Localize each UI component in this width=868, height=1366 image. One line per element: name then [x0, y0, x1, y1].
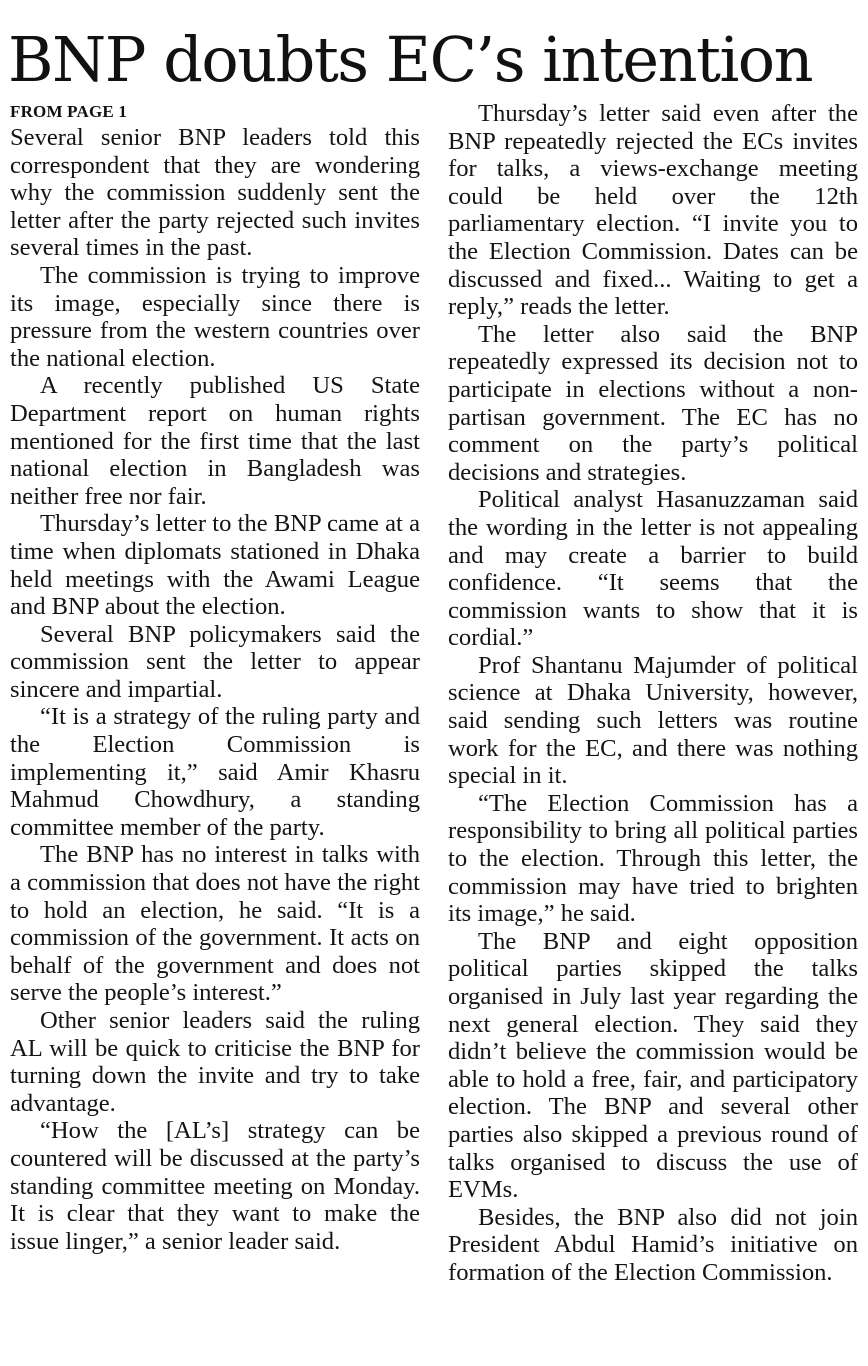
- left-column: [10, 100, 420, 1255]
- paragraph: “How the [AL’s] strategy can be countered will be discussed at the party’s standing committee meeting on Monday. It is clear that they want to make the issue linger,” a senior leader said.: [10, 1117, 420, 1255]
- paragraph: Several BNP policymakers said the commission sent the letter to appear sincere and impartial.: [10, 620, 420, 703]
- paragraph: “It is a strategy of the ruling party and the Election Commission is implementing it,” said Amir Khasru Mahmud Chowdhury, a standing committee member of the party.: [10, 703, 420, 841]
- paragraph: A recently published US State Department report on human rights mentioned for the first time that the last national election in Bangladesh was neither free nor fair.: [10, 372, 420, 510]
- right-column: [448, 100, 858, 1287]
- paragraph: The BNP has no interest in talks with a commission that does not have the right to hold an election, he said. “It is a commission of the government. It acts on behalf of the government and does not serve the people’s interest.”: [10, 841, 420, 1007]
- paragraph: The commission is trying to improve its image, especially since there is pressure from the western countries over the national election.: [10, 261, 420, 372]
- paragraph: Besides, the BNP also did not join President Abdul Hamid’s initiative on formation of the Election Commission.: [448, 1203, 858, 1286]
- paragraph: The letter also said the BNP repeatedly expressed its decision not to participate in elections without a non-partisan government. The EC has no comment on the party’s political decisions and strategies.: [448, 320, 858, 486]
- paragraph: Thursday’s letter to the BNP came at a time when diplomats stationed in Dhaka held meetings with the Awami League and BNP about the election.: [10, 510, 420, 621]
- paragraph: Other senior leaders said the ruling AL will be quick to criticise the BNP for turning down the invite and try to take advantage.: [10, 1007, 420, 1117]
- paragraph: “The Election Commission has a responsibility to bring all political parties to the election. Through this letter, the commission may have tried to brighten its image,” he said.: [448, 789, 858, 928]
- paragraph: Political analyst Hasanuzzaman said the wording in the letter is not appealing and may create a barrier to build confidence. “It seems that the commission wants to show that it is cordial.”: [448, 486, 858, 652]
- paragraph: Prof Shantanu Majumder of political science at Dhaka University, however, said sending such letters was routine work for the EC, and there was nothing special in it.: [448, 651, 858, 790]
- paragraph: Thursday’s letter said even after the BNP repeatedly rejected the ECs invites for talks, a views-exchange meeting could be held over the 12th parliamentary election. “I invite you to the Election Commission. Dates can be discussed and fixed... Waiting to get a reply,” reads the letter.: [448, 100, 858, 321]
- paragraph: Several senior BNP leaders told this correspondent that they are wondering why the commission suddenly sent the letter after the party rejected such invites several times in the past.: [10, 124, 420, 262]
- dateline: FROM PAGE 1: [10, 102, 128, 121]
- paragraph: The BNP and eight opposition political parties skipped the talks organised in July last year regarding the next general election. They said they didn’t believe the commission would be able to hold a free, fair, and participatory election. The BNP and several other parties also skipped a previous round of talks organised to discuss the use of EVMs.: [448, 927, 858, 1204]
- headline: BNP doubts EC’s intention: [8, 23, 813, 96]
